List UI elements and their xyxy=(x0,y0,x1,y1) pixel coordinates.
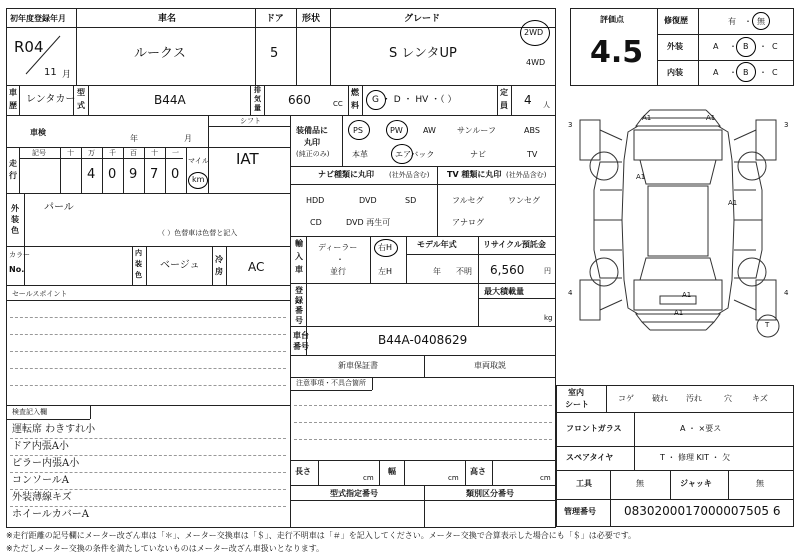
interior-grade-option: A xyxy=(713,68,719,77)
diagram-spare-t: T xyxy=(765,321,770,329)
mgmt-label: 管理番号 xyxy=(564,507,596,516)
exterior-grade-option: C xyxy=(772,42,778,51)
km-label: km xyxy=(192,175,205,184)
pin-4-left: 4 xyxy=(568,289,573,297)
color-no-label-2: No. xyxy=(9,265,25,274)
odometer-digit: 0 xyxy=(171,167,180,182)
mileage-label-1: 走 xyxy=(9,159,17,168)
reg-label-4: 号 xyxy=(295,316,303,325)
equip-aw: AW xyxy=(423,126,436,135)
fuel-label-2: 料 xyxy=(351,101,359,110)
inspector-entry: 外装薄線キズ xyxy=(12,492,72,503)
inspector-entry: コンソールA xyxy=(12,475,70,486)
interior-label-2: 装 xyxy=(135,260,142,268)
import-label-1: 輸 xyxy=(295,239,303,248)
recycle-value: 6,560 xyxy=(490,263,525,277)
jack-value: 無 xyxy=(756,479,764,488)
diagram-a1-rear: A1 xyxy=(682,291,692,299)
interior-grade-label: 内装 xyxy=(667,68,683,77)
seat-label-1: 室内 xyxy=(568,388,584,397)
seat-damage-item: コゲ xyxy=(618,394,634,403)
type-no-label: 型式指定番号 xyxy=(330,489,378,498)
capacity: 4 xyxy=(524,93,532,107)
kiki-label: 記号 xyxy=(32,149,46,157)
fuel-options: G ・ D ・ HV ・（ ） xyxy=(372,95,457,105)
inspector-label: 検査記入欄 xyxy=(12,408,47,416)
reg-label-3: 番 xyxy=(295,306,303,315)
disp-label-1: 排 xyxy=(254,86,261,94)
odometer-digit-head: 一 xyxy=(172,149,179,157)
equip-leather: 本革 xyxy=(352,150,368,159)
use-label-2: 歴 xyxy=(9,101,17,110)
car-name: ルークス xyxy=(134,46,186,61)
disp-label-2: 気 xyxy=(254,95,261,103)
import-parallel: 並行 xyxy=(330,267,346,276)
first-reg-label: 初年度登録年月 xyxy=(10,14,66,23)
footer-note-1: ※走行距離の記号欄にメーター改ざん車は「＊」、メーター交換車は「＄」、走行不明車は「＃」を記入してください。メーター交換で合算表示した場合にも「＄」は必要です。 xyxy=(6,531,637,540)
chassis-label-1: 車台 xyxy=(293,331,309,340)
import-left-h: 左H xyxy=(378,267,393,276)
color-label-1: 外 xyxy=(11,204,19,213)
chassis-number: B44A-0408629 xyxy=(378,333,468,347)
class-no-label: 類別区分番号 xyxy=(466,489,514,498)
odometer-digit-head: 十 xyxy=(67,149,74,157)
height-label: 高さ xyxy=(470,467,486,476)
pin-3-right: 3 xyxy=(784,121,789,129)
navi-hdd: HDD xyxy=(306,196,325,205)
ac-value: AC xyxy=(248,260,265,274)
drive-2wd: 2WD xyxy=(524,28,544,37)
navi-label: ナビ種類に丸印 xyxy=(318,170,374,179)
displacement: 660 xyxy=(288,93,311,107)
navi-sub: (社外品含む) xyxy=(389,171,430,179)
interior-grade-option: ・ xyxy=(729,68,737,77)
interior-b-circle xyxy=(736,62,756,82)
max-load-kg: kg xyxy=(544,314,553,322)
shaken-month-unit: 月 xyxy=(184,134,192,143)
chassis-label-2: 番号 xyxy=(293,342,309,351)
diagram-a1-left-door: A1 xyxy=(636,173,646,181)
mile-label: マイル xyxy=(188,157,209,165)
navi-dvd: DVD xyxy=(359,196,377,205)
ac-label-2: 房 xyxy=(215,267,223,276)
seat-damage-item: 汚れ xyxy=(686,394,702,403)
inspector-entry: 運転席 わきすれ小 xyxy=(12,424,96,435)
repair-label: 修復歴 xyxy=(664,16,688,25)
grade: S レンタUP xyxy=(389,46,457,61)
odometer-digit-head: 千 xyxy=(109,149,116,157)
equip-sunroof: サンルーフ xyxy=(457,126,496,135)
odometer-divider xyxy=(144,147,145,193)
seat-label-2: シート xyxy=(565,400,589,409)
equip-airbag: エアバック xyxy=(395,150,435,159)
exterior-grade-option: B xyxy=(743,42,749,51)
interior-label-3: 色 xyxy=(135,271,142,279)
score-label: 評価点 xyxy=(600,15,624,24)
tv-oneseg: ワンセグ xyxy=(508,196,540,205)
color-no-label-1: カラー xyxy=(9,251,30,259)
ac-label-1: 冷 xyxy=(215,255,223,264)
notes-label: 注意事項・不具合箇所 xyxy=(296,379,366,387)
diagram-a1-bumper: A1 xyxy=(674,309,684,317)
import-label-2: 入 xyxy=(295,252,303,261)
reg-label-2: 録 xyxy=(295,296,303,305)
tv-label: TV 種類に丸印 xyxy=(447,170,502,179)
seat-damage-item: キズ xyxy=(752,394,768,403)
length-label: 長さ xyxy=(295,467,311,476)
model-year-label: モデル年式 xyxy=(417,240,457,249)
score: 4.5 xyxy=(590,35,644,70)
diagram-a1-front-left: A1 xyxy=(642,114,652,122)
use-value: レンタカー xyxy=(26,94,76,105)
inspector-entry: ホイールカバーA xyxy=(12,509,90,520)
equip-pw: PW xyxy=(390,126,403,135)
repair-none: 無 xyxy=(757,17,765,26)
capacity-label-2: 員 xyxy=(500,101,508,110)
shape-label: 形状 xyxy=(302,14,321,24)
seat-damage-item: 穴 xyxy=(724,394,732,403)
exterior-grade-option: A xyxy=(713,42,719,51)
seat-damage-item: 破れ xyxy=(652,394,668,403)
odometer-divider xyxy=(123,147,124,193)
interior-grade-option: ・ xyxy=(759,68,767,77)
tool-value: 無 xyxy=(636,479,644,488)
reg-label-1: 登 xyxy=(295,286,303,295)
odometer-divider xyxy=(60,147,61,193)
odometer-digit-head: 十 xyxy=(151,149,158,157)
odometer-digit: 4 xyxy=(87,167,96,182)
odometer-divider xyxy=(186,147,187,193)
equip-ps: PS xyxy=(353,126,363,135)
shaken-year-unit: 年 xyxy=(130,134,138,143)
import-right-h: 右H xyxy=(378,243,393,252)
tool-label: 工具 xyxy=(576,479,592,488)
sales-point-label: セールスポイント xyxy=(12,290,68,298)
exterior-label: 外装 xyxy=(667,42,683,51)
odometer-digit: 0 xyxy=(108,167,117,182)
height-cm: cm xyxy=(540,474,551,482)
navi-cd: CD xyxy=(310,218,322,227)
spare-value: T ・ 修理 KIT ・ 欠 xyxy=(660,453,731,462)
interior-grade-option: C xyxy=(772,68,778,77)
glass-value: A ・ ×要ス xyxy=(680,424,722,433)
tv-sub: (社外品含む) xyxy=(506,171,547,179)
odometer-divider xyxy=(165,147,166,193)
import-dealer: ディーラー xyxy=(318,243,358,252)
recycle-yen: 円 xyxy=(544,267,551,275)
era-year: R04 xyxy=(14,38,44,56)
manual-label: 車両取説 xyxy=(474,361,506,370)
model-year-unit: 年 xyxy=(433,267,441,276)
glass-label: フロントガラス xyxy=(566,424,622,433)
length-cm: cm xyxy=(363,474,374,482)
grade-label: グレード xyxy=(404,14,441,24)
tv-fullseg: フルセグ xyxy=(452,196,484,205)
model-year-unknown: 不明 xyxy=(456,267,472,276)
exterior-grade-option: ・ xyxy=(759,42,767,51)
pin-4-right: 4 xyxy=(784,289,789,297)
shift-label: シフト xyxy=(240,117,261,125)
navi-sd: SD xyxy=(405,196,417,205)
navi-dvd-play: DVD 再生可 xyxy=(346,218,391,227)
mileage-label-2: 行 xyxy=(9,171,17,180)
shaken-label: 車検 xyxy=(30,128,46,137)
equip-label-3: (純正のみ) xyxy=(296,150,330,158)
pin-3-left: 3 xyxy=(568,121,573,129)
odometer-divider xyxy=(102,147,103,193)
diagram-a1-right-door: A1 xyxy=(728,199,738,207)
shift: IAT xyxy=(236,150,259,168)
disp-label-3: 量 xyxy=(254,104,261,112)
equip-label-1: 装備品に xyxy=(296,126,328,135)
equip-label-2: 丸印 xyxy=(304,138,320,147)
odometer-divider xyxy=(81,147,82,193)
repair-dot: ・ xyxy=(744,17,752,26)
odometer-digit-head: 百 xyxy=(130,149,137,157)
door-label: ドア xyxy=(266,14,284,24)
width-label: 幅 xyxy=(388,467,396,476)
jack-label: ジャッキ xyxy=(680,479,712,488)
doors: 5 xyxy=(270,46,279,61)
odometer-digit: 9 xyxy=(129,167,138,182)
max-load-label: 最大積載量 xyxy=(484,287,524,296)
exterior-grade-option: ・ xyxy=(729,42,737,51)
exterior-b-circle xyxy=(736,37,756,57)
equip-abs: ABS xyxy=(524,126,540,135)
mgmt-value: 0830200017000007505 6 xyxy=(624,504,781,518)
color-change-note: （ ）色替車は色替と記入 xyxy=(158,229,238,237)
equip-tv: TV xyxy=(527,150,538,159)
inspector-entry: ピラー内張A小 xyxy=(12,458,80,469)
drive-4wd: 4WD xyxy=(526,58,546,67)
import-dot: ・ xyxy=(336,255,344,264)
model-label-2: 式 xyxy=(77,101,85,110)
tv-analog: アナログ xyxy=(452,218,484,227)
car-damage-diagram xyxy=(560,100,796,375)
import-label-3: 車 xyxy=(295,265,303,274)
width-cm: cm xyxy=(448,474,459,482)
interior-grade-option: B xyxy=(743,68,749,77)
warranty-label: 新車保証書 xyxy=(338,361,378,370)
interior-label-1: 内 xyxy=(135,249,142,257)
model-label-1: 型 xyxy=(77,88,85,97)
use-label-1: 車 xyxy=(9,88,17,97)
odometer-digit-head: 万 xyxy=(88,149,95,157)
inspector-entry: ドア内張A小 xyxy=(12,441,69,452)
diagram-a1-front-right: A1 xyxy=(706,114,716,122)
cc-unit: CC xyxy=(333,100,343,108)
footer-note-2: ※ただしメーター交換の条件を満たしていないものはメーター改ざん車扱いとなります。 xyxy=(6,544,325,553)
color-value: パール xyxy=(44,202,74,213)
fuel-label-1: 燃 xyxy=(351,88,359,97)
reg-month-unit: 月 xyxy=(62,70,72,80)
car-name-label: 車名 xyxy=(158,14,177,24)
capacity-label-1: 定 xyxy=(500,88,508,97)
model: B44A xyxy=(154,93,186,107)
repair-yes: 有 xyxy=(728,17,736,26)
equip-navi: ナビ xyxy=(470,150,486,159)
recycle-label: リサイクル預託金 xyxy=(483,240,546,249)
odometer-digit: 7 xyxy=(150,167,159,182)
interior-color: ベージュ xyxy=(160,260,200,271)
capacity-unit: 人 xyxy=(543,101,550,109)
color-label-2: 装 xyxy=(11,215,19,224)
color-label-3: 色 xyxy=(11,226,19,235)
spare-label: スペアタイヤ xyxy=(566,453,614,462)
reg-month: 11 xyxy=(44,67,57,78)
